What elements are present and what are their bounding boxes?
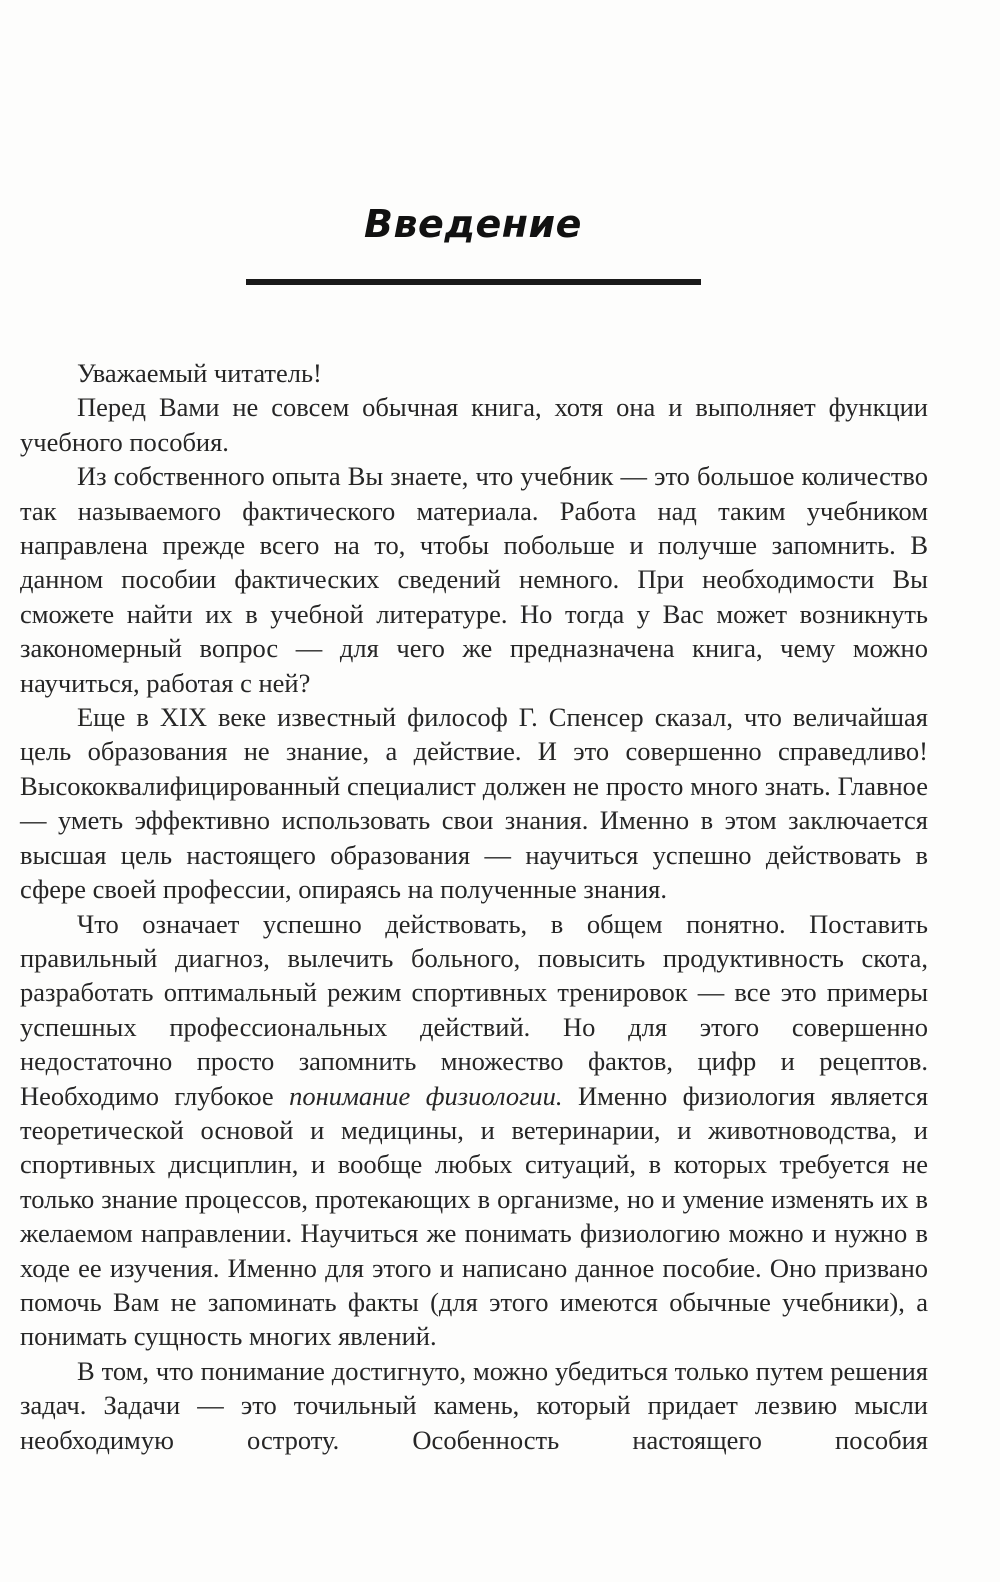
greeting-paragraph: Уважаемый читатель! — [77, 358, 322, 388]
paragraph-1: Перед Вами не совсем обычная книга, хотя она и выполняет функции учебного пособия. — [20, 392, 928, 457]
chapter-body — [20, 356, 928, 1457]
chapter-title: Введение — [364, 202, 582, 246]
paragraph-4-end: Именно физиология является теоретической основой и медицины, и ветеринарии, и животноводства, и спортивных дисциплин, и вообще любых ситуаций, в которых требуется не только знание процессов, протекающих в организме, но и умение изменять их в желаемом направлении. Научиться же понимать физиологию можно и нужно в ходе ее изучения. Именно для этого и написано данное пособие. Оно призвано помочь Вам не запоминать факты (для этого имеются обычные учебники), а понимать сущность многих явлений. — [20, 1080, 929, 1352]
title-underline — [246, 279, 701, 285]
paragraph-4 — [20, 907, 928, 1354]
paragraph-3: Еще в XIX веке известный философ Г. Спенсер сказал, что величайшая цель образования не знание, а действие. И это совершенно справедливо! Высококвалифицированный специалист должен не просто много знать. Главное — уметь эффективно использовать свои знания. Именно в этом заключается высшая цель настоящего образования — научиться успешно действовать в сфере своей профессии, опираясь на полученные знания. — [20, 702, 928, 905]
paragraph-4-start: Что означает успешно действовать, в общем понятно. Поставить правильный диагноз, вылечить больного, повысить продуктивность скота, разработать оптимальный режим спортивных тренировок — все это примеры успешных профессиональных действий. Но для этого совершенно недостаточно просто запомнить множество фактов, цифр и рецептов. Необходимо глубокое — [20, 908, 928, 1111]
paragraph-4-emphasis: понимание физиологии. — [289, 1080, 563, 1111]
paragraph-5: В том, что понимание достигнуто, можно убедиться только путем решения задач. Задачи — это точильный камень, который придает лезвию мысли необходимую остроту. Особенность настоящего пособия — [20, 1355, 928, 1455]
paragraph-2: Из собственного опыта Вы знаете, что учебник — это большое количество так называемого фактического материала. Работа над таким учебником направлена прежде всего на то, чтобы побольше и получше запомнить. В данном пособии фактических сведений немного. При необходимости Вы сможете найти их в учебной литературе. Но тогда у Вас может возникнуть закономерный вопрос — для чего же предназначена книга, чему можно научиться, работая с ней? — [20, 461, 928, 698]
